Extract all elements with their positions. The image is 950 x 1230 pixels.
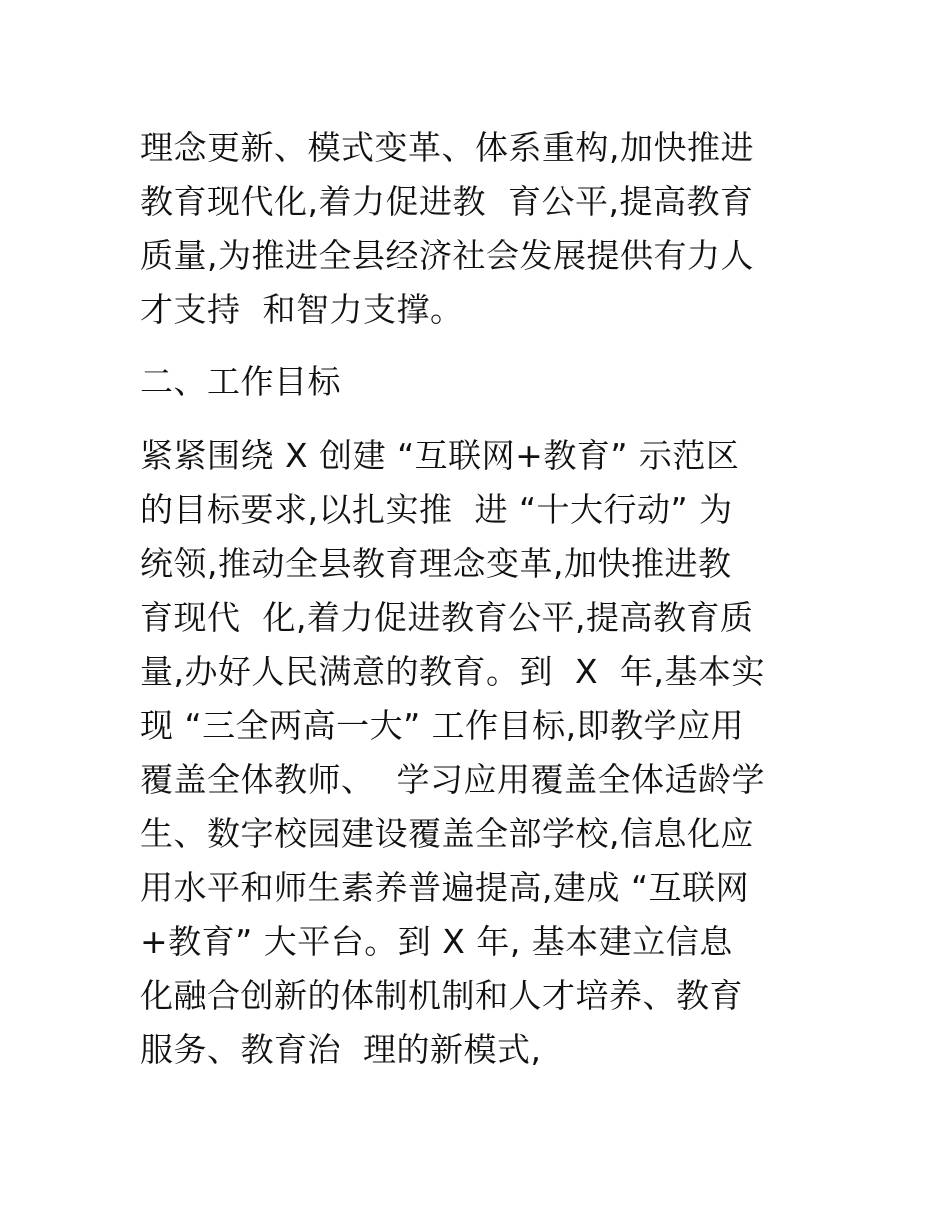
paragraph2-line: 统领,推动全县教育理念变革,加快推进教 <box>140 544 732 583</box>
paragraph2-line: 服务、教育治 理的新模式, <box>140 1030 542 1069</box>
paragraph2-line: 覆盖全体教师、 学习应用覆盖全体适龄学 <box>140 760 765 799</box>
paragraph2-line: 育现代 化,着力促进教育公平,提高教育质 <box>140 598 754 637</box>
paragraph2-line: 用水平和师生素养普遍提高,建成 “互联网 <box>140 868 750 907</box>
paragraph2-line: 量,办好人民满意的教育。到 X 年,基本实 <box>140 652 766 691</box>
paragraph2-line: 现 “三全两高一大” 工作目标,即教学应用 <box>140 706 745 745</box>
paragraph1-line: 教育现代化,着力促进教 育公平,提高教育 <box>140 182 754 221</box>
paragraph2-line: 紧紧围绕 X 创建 “互联网+教育” 示范区 <box>140 436 740 475</box>
paragraph2-line: +教育” 大平台。到 X 年, 基本建立信息 <box>140 922 733 961</box>
paragraph2-line: 的目标要求,以扎实推 进 “十大行动” 为 <box>140 490 733 529</box>
paragraph1-line: 理念更新、模式变革、体系重构,加快推进 <box>140 128 754 167</box>
paragraph1-line: 质量,为推进全县经济社会发展提供有力人 <box>140 236 754 275</box>
section-heading: 二、工作目标 <box>140 362 341 401</box>
paragraph1-line: 才支持 和智力支撑。 <box>140 290 464 329</box>
paragraph2-line: 生、数字校园建设覆盖全部学校,信息化应 <box>140 814 754 853</box>
paragraph2-line: 化融合创新的体制机制和人才培养、教育 <box>140 976 743 1015</box>
